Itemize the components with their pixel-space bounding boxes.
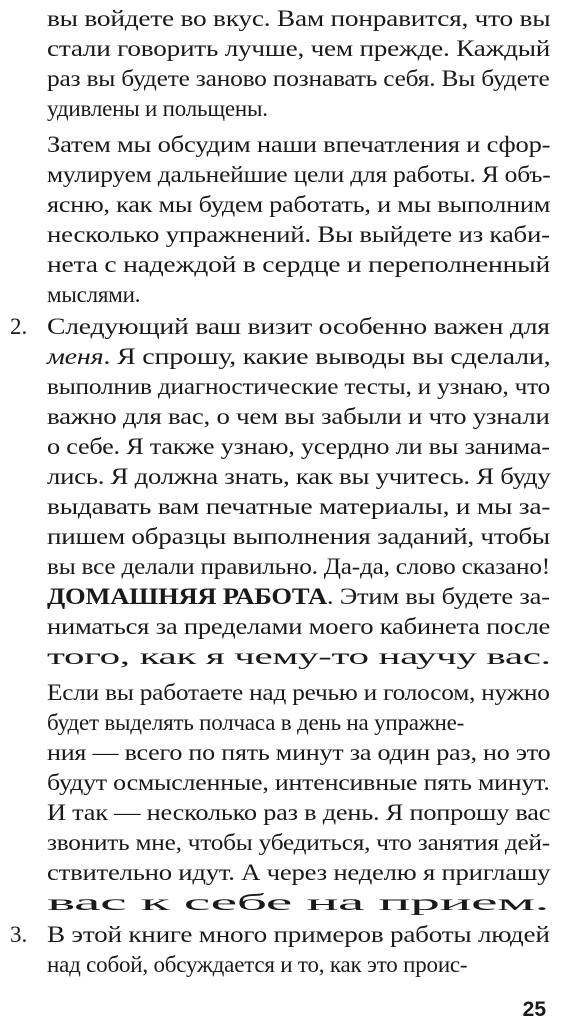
text-line: И так — несколько раз в день. Я попрошу вас [47,800,551,825]
text-run: . Я спрошу, какие выводы вы сделали, [103,344,551,369]
text-run: . Этим вы будете за- [326,584,550,609]
text-line: ствительно идут. А через неделю я приглашу [47,860,551,885]
text-line: Если вы работаете над речью и голосом, нужно [47,680,550,705]
text-line: выдавать вам печатные материалы, и мы за- [47,494,551,519]
text-line: вы войдете во вкус. Вам понравится, что вы [47,6,551,31]
text-line: Следующий ваш визит особенно важен для [47,314,550,339]
text-line: ниматься за пределами моего кабинета после [47,614,551,639]
text-line: мулируем дальнейшие цели для работы. Я объ- [47,162,551,187]
text-line: удивлены и польщены. [47,96,268,121]
text-line: Затем мы обсудим наши впечатления и сфор- [47,132,551,157]
text-line: нета с надеждой в сердце и переполненный [47,252,550,277]
text-line: ния — всего по пять минут за один раз, но это [47,740,551,765]
text-line: лись. Я должна знать, как вы учитесь. Я буду [47,464,551,489]
text-line [47,342,550,372]
list-number: 3. [10,922,28,947]
bold-phrase: ДОМАШНЯЯ РАБОТА [47,584,327,609]
text-line: пишем образцы выполнения заданий, чтобы [47,524,550,549]
text-line: будет выделять полчаса в день на упражне- [47,710,465,735]
text-line: вы все делали правильно. Да-да, слово сказано! [47,554,550,579]
text-line [47,582,550,612]
text-line: важно для вас, о чем вы забыли и что узнали [47,404,550,429]
text-line: мыслями. [47,282,141,307]
text-line: звонить мне, чтобы убедиться, что занятия дей- [47,830,550,855]
text-line: несколько упражнений. Вы выйдете из каби- [47,222,550,247]
list-number: 2. [10,314,28,339]
text-line: ясню, как мы будем работать, и мы выполним [47,192,551,217]
text-line: будут осмысленные, интенсивные пять минут. [47,770,550,795]
text-line: В этой книге много примеров работы людей [47,922,550,947]
page-number: 25 [522,998,546,1021]
text-line: стали говорить лучше, чем прежде. Каждый [47,36,551,61]
text-line: раз вы будете заново познавать себя. Вы будете [47,66,550,91]
emphasis-word: меня [47,344,104,369]
text-line: того, как я чему-то научу вас. [47,644,551,669]
text-line: выполнив диагностические тесты, и узнаю, что [47,374,551,399]
text-line: вас к себе на прием. [47,890,549,915]
text-line: о себе. Я также узнаю, усердно ли вы занима- [47,434,550,459]
text-line: над собой, обсуждается и то, как это проис- [47,952,468,977]
